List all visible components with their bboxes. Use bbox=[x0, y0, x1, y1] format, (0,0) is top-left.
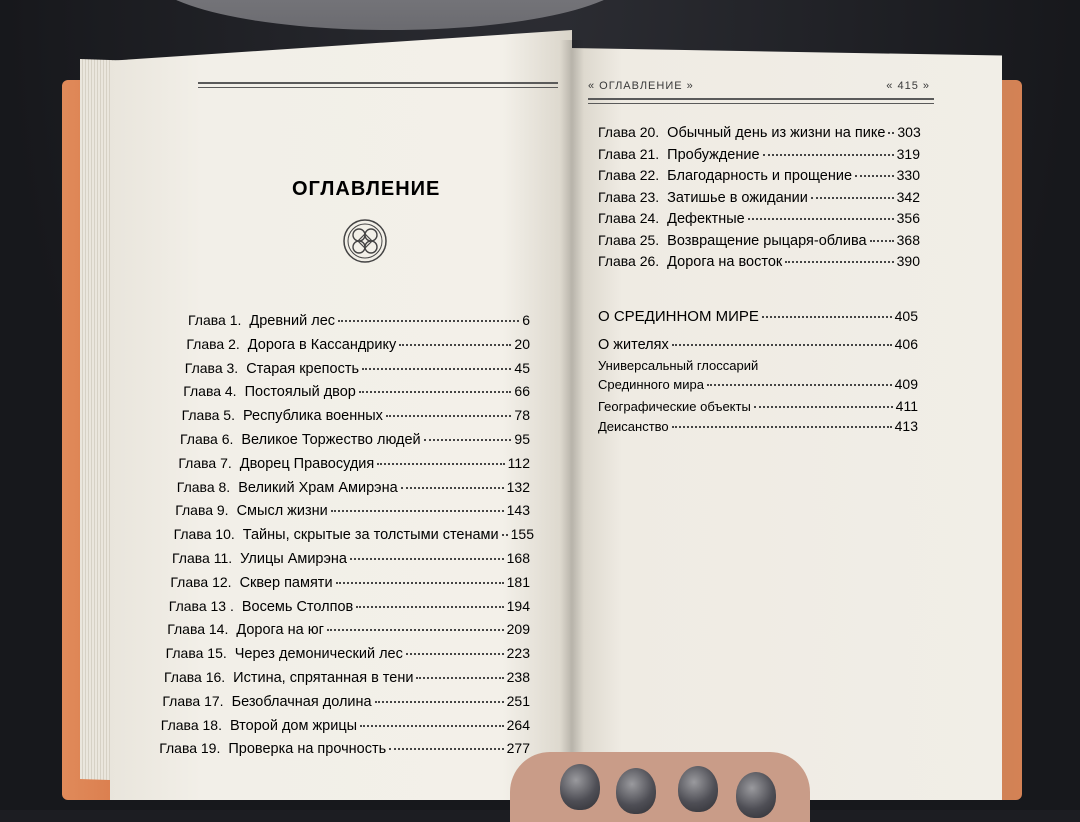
chapter-label: Глава 19. bbox=[159, 740, 221, 757]
appendix-heading-page: 405 bbox=[894, 308, 918, 324]
chapter-title: Через демонический лес bbox=[234, 646, 403, 663]
toc-entry bbox=[598, 167, 920, 184]
appendix-item-title-line2: Срединного мира bbox=[598, 377, 704, 392]
toc-entry bbox=[175, 502, 530, 519]
dot-leader bbox=[401, 487, 504, 489]
chapter-title: Старая крепость bbox=[246, 360, 360, 377]
chapter-page: 20 bbox=[514, 335, 530, 352]
running-head: « ОГЛАВЛЕНИЕ » bbox=[588, 80, 694, 92]
chapter-page: 251 bbox=[506, 692, 530, 709]
toc-entry bbox=[166, 645, 530, 662]
chapter-label: Глава 5. bbox=[181, 407, 235, 424]
toc-entry bbox=[159, 740, 530, 757]
dot-leader bbox=[360, 725, 504, 727]
toc-entry bbox=[183, 383, 530, 400]
chapter-title: Второй дом жрицы bbox=[229, 717, 358, 734]
appendix-item-title: О жителях bbox=[598, 337, 669, 353]
dot-leader bbox=[399, 344, 511, 346]
dot-leader bbox=[855, 175, 894, 177]
chapter-label: Глава 9. bbox=[175, 502, 229, 519]
appendix-item bbox=[598, 418, 918, 434]
knot-emblem-icon bbox=[342, 218, 388, 264]
dot-leader bbox=[362, 368, 511, 370]
chapter-label: Глава 7. bbox=[178, 454, 232, 471]
dot-leader bbox=[763, 154, 894, 156]
appendix-item-page: 409 bbox=[894, 376, 918, 392]
chapter-page: 95 bbox=[514, 431, 530, 447]
toc-entry bbox=[182, 407, 530, 424]
dot-leader bbox=[870, 240, 894, 242]
header-rule-right bbox=[588, 98, 934, 104]
dot-leader bbox=[748, 218, 894, 220]
toc-entry bbox=[177, 479, 530, 496]
dot-leader bbox=[356, 606, 503, 608]
dot-leader bbox=[359, 391, 512, 393]
dot-leader bbox=[762, 316, 892, 318]
toc-entry bbox=[598, 253, 920, 270]
chapter-label: Глава 20. bbox=[598, 124, 660, 140]
book-gutter bbox=[560, 40, 584, 800]
chapter-title: Великий Храм Амирэна bbox=[238, 479, 398, 496]
chapter-label: Глава 22. bbox=[598, 167, 660, 183]
toc-entry bbox=[598, 210, 920, 227]
dot-leader bbox=[424, 439, 512, 441]
toc-entry bbox=[167, 621, 530, 638]
chapter-page: 66 bbox=[514, 383, 530, 400]
toc-entry bbox=[173, 526, 534, 544]
chapter-label: Глава 2. bbox=[186, 335, 240, 352]
chapter-title: Возвращение рыцаря-облива bbox=[667, 232, 867, 249]
chapter-title: Благодарность и прощение bbox=[667, 168, 853, 184]
chapter-page: 264 bbox=[506, 716, 530, 733]
dot-leader bbox=[336, 582, 504, 584]
chapter-title: Сквер памяти bbox=[239, 574, 333, 591]
appendix-item-page: 411 bbox=[895, 398, 918, 414]
chapter-title: Пробуждение bbox=[667, 146, 760, 163]
chapter-title: Восемь Столпов bbox=[241, 598, 354, 615]
chapter-page: 45 bbox=[514, 359, 530, 376]
chapter-page: 342 bbox=[896, 188, 920, 205]
appendix-item-title-line1: Универсальный глоссарий bbox=[598, 358, 759, 373]
chapter-label: Глава 4. bbox=[183, 383, 237, 400]
chapter-page: 319 bbox=[896, 145, 920, 162]
toc-entry bbox=[598, 189, 920, 206]
dot-leader bbox=[375, 701, 504, 703]
chapter-label: Глава 6. bbox=[180, 431, 234, 447]
toc-entry bbox=[188, 312, 530, 329]
dot-leader bbox=[811, 197, 894, 199]
chapter-page: 390 bbox=[896, 253, 920, 269]
chapter-page: 356 bbox=[896, 210, 920, 226]
chapter-label: Глава 16. bbox=[164, 669, 226, 685]
dot-leader bbox=[350, 558, 504, 560]
fingernail bbox=[736, 772, 776, 818]
page-number: « 415 » bbox=[886, 80, 930, 92]
chapter-page: 181 bbox=[506, 573, 530, 590]
chapter-label: Глава 10. bbox=[173, 526, 235, 543]
toc-entry bbox=[172, 550, 530, 567]
dot-leader bbox=[327, 629, 504, 631]
chapter-title: Безоблачная долина bbox=[231, 693, 372, 710]
toc-entry bbox=[178, 455, 530, 472]
fingernail bbox=[616, 768, 656, 814]
chapter-label: Глава 25. bbox=[598, 231, 660, 248]
dot-leader bbox=[338, 320, 519, 322]
chapter-title: Дворец Правосудия bbox=[239, 455, 375, 472]
chapter-label: Глава 17. bbox=[162, 692, 224, 709]
chapter-title: Истина, спрятанная в тени bbox=[233, 670, 414, 686]
page-title: ОГЛАВЛЕНИЕ bbox=[292, 178, 441, 200]
chapter-label: Глава 15. bbox=[165, 645, 227, 662]
chapter-title: Дорога на юг bbox=[236, 622, 324, 639]
fingernail bbox=[678, 766, 718, 812]
chapter-label: Глава 26. bbox=[598, 253, 660, 269]
toc-entry bbox=[598, 232, 920, 249]
dot-leader bbox=[502, 534, 508, 536]
appendix-item bbox=[598, 376, 918, 392]
chapter-page: 238 bbox=[506, 669, 530, 685]
toc-entry bbox=[169, 598, 530, 615]
dot-leader bbox=[707, 384, 892, 386]
appendix-heading: О СРЕДИННОМ МИРЕ bbox=[598, 308, 759, 325]
chapter-title: Улицы Амирэна bbox=[240, 551, 347, 567]
chapter-label: Глава 24. bbox=[598, 210, 660, 226]
chapter-title: Обычный день из жизни на пике bbox=[667, 125, 886, 141]
chapter-title: Дорога на восток bbox=[667, 254, 783, 270]
chapter-page: 78 bbox=[514, 407, 530, 424]
chapter-label: Глава 21. bbox=[598, 145, 660, 162]
appendix-heading-row bbox=[598, 308, 918, 325]
chapter-title: Постоялый двор bbox=[244, 384, 356, 401]
chapter-label: Глава 1. bbox=[188, 312, 242, 328]
header-rule-left bbox=[198, 82, 558, 88]
dot-leader bbox=[331, 510, 504, 512]
dot-leader bbox=[785, 261, 893, 263]
chapter-title: Дефектные bbox=[667, 211, 745, 227]
appendix-item bbox=[598, 336, 918, 353]
dot-leader bbox=[672, 426, 892, 428]
fingernail bbox=[560, 764, 600, 810]
toc-entry bbox=[170, 574, 530, 591]
chapter-page: 209 bbox=[506, 621, 530, 638]
toc-entry bbox=[162, 693, 530, 710]
chapter-label: Глава 11. bbox=[172, 550, 233, 566]
chapter-page: 368 bbox=[896, 231, 920, 248]
chapter-label: Глава 23. bbox=[598, 188, 660, 205]
chapter-label: Глава 12. bbox=[170, 573, 232, 590]
dot-leader bbox=[386, 415, 511, 417]
appendix-item-page: 413 bbox=[894, 418, 918, 434]
chapter-page: 143 bbox=[506, 502, 530, 519]
chapter-page: 168 bbox=[506, 550, 530, 566]
chapter-page: 194 bbox=[506, 597, 530, 614]
toc-entry bbox=[185, 360, 530, 377]
chapter-title: Великое Торжество людей bbox=[241, 432, 421, 448]
chapter-page: 303 bbox=[897, 124, 921, 140]
dot-leader bbox=[389, 748, 503, 750]
chapter-label: Глава 3. bbox=[184, 359, 239, 376]
chapter-label: Глава 13 . bbox=[168, 597, 234, 614]
chapter-label: Глава 8. bbox=[176, 478, 231, 495]
chapter-title: Затишье в ожидании bbox=[667, 189, 808, 206]
toc-entry bbox=[164, 669, 530, 686]
chapter-page: 132 bbox=[506, 478, 530, 495]
appendix-item bbox=[598, 398, 918, 414]
chapter-title: Дорога в Кассандрику bbox=[247, 336, 397, 353]
chapter-page: 112 bbox=[507, 454, 530, 471]
appendix-item-page: 406 bbox=[894, 336, 918, 352]
dot-leader bbox=[672, 344, 892, 346]
chapter-page: 330 bbox=[896, 167, 920, 183]
chapter-title: Тайны, скрытые за толстыми стенами bbox=[242, 527, 499, 544]
toc-entry bbox=[598, 124, 920, 141]
toc-entry bbox=[598, 146, 920, 163]
chapter-page: 223 bbox=[506, 645, 530, 662]
dot-leader bbox=[888, 132, 894, 134]
appendix-item-title: Деисанство bbox=[598, 419, 669, 434]
chapter-title: Проверка на прочность bbox=[228, 741, 387, 758]
dot-leader bbox=[377, 463, 504, 465]
chapter-title: Смысл жизни bbox=[236, 503, 328, 520]
chapter-page: 155 bbox=[510, 526, 534, 543]
chapter-page: 6 bbox=[522, 312, 530, 328]
toc-entry bbox=[186, 336, 530, 353]
chapter-title: Древний лес bbox=[249, 313, 336, 329]
dot-leader bbox=[416, 677, 503, 679]
chapter-label: Глава 14. bbox=[167, 621, 229, 638]
chapter-label: Глава 18. bbox=[160, 716, 222, 733]
toc-entry bbox=[161, 717, 530, 734]
chapter-page: 277 bbox=[506, 740, 530, 757]
chapter-title: Республика военных bbox=[242, 408, 383, 425]
appendix-item-title: Географические объекты bbox=[598, 399, 751, 414]
dot-leader bbox=[406, 653, 504, 655]
toc-entry bbox=[180, 431, 530, 448]
dot-leader bbox=[754, 406, 893, 408]
